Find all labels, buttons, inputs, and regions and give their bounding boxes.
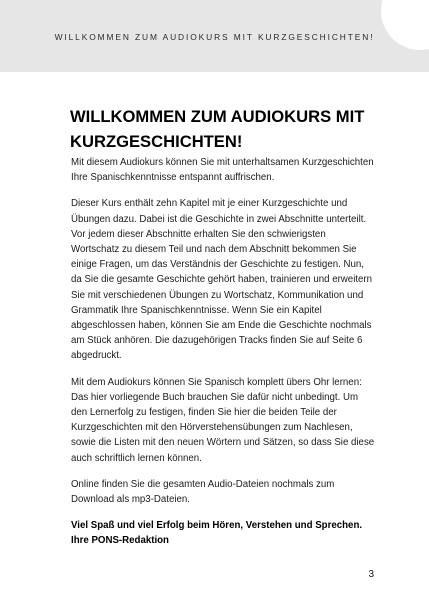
- body-text: [71, 155, 376, 560]
- signoff: Viel Spaß und viel Erfolg beim Hören, Verstehen und Sprechen. Ihre PONS-Redaktion: [71, 520, 363, 547]
- paragraph-course-structure: Dieser Kurs enthält zehn Kapitel mit je einer Kurzgeschichte und Übungen dazu. Dabei ist die Geschichte in zwei Abschnitte unterteilt. Vor jedem dieser Abschnitte erhalten Sie den schwierigsten Wortschatz zu diesem Teil und nach dem Abschnitt bekommen Sie einige Fragen, um das Verständnis der Geschichte zu festigen. Nun, da Sie die gesamte Geschichte gehört haben, trainieren und erweitern Sie mit verschiedenen Übungen zu Wortschatz, Kommunikation und Grammatik Ihre Spanischkenntnisse. Wenn Sie ein Kapitel abgeschlossen haben, können Sie am Ende die Geschichte nochmals am Stück anhören. Die dazugehörigen Tracks finden Sie auf Seite 6 abgedruckt.: [71, 198, 373, 362]
- paragraph-online-download: Online finden Sie die gesamten Audio-Dateien nochmals zum Download als mp3-Dateien.: [71, 478, 335, 506]
- running-head: WILLKOMMEN ZUM AUDIOKURS MIT KURZGESCHICHTEN!: [54, 32, 375, 42]
- page-title: WILLKOMMEN ZUM AUDIOKURS MIT KURZGESCHICHTEN!: [70, 107, 365, 151]
- page-number: 3: [368, 569, 374, 580]
- paragraph-intro: Mit diesem Audiokurs können Sie mit unterhaltsamen Kurzgeschichten Ihre Spanischkenntnisse entspannt auffrischen.: [71, 157, 374, 184]
- corner-tab-decoration: [381, 0, 429, 50]
- paragraph-audio-learning: Mit dem Audiokurs können Sie Spanisch komplett übers Ohr lernen: Das hier vorliegende Buch brauchen Sie dafür nicht unbedingt. Um den Lernerfolg zu festigen, finden Sie hier die beiden Teile der Kurzgeschichten mit den Hörverstehensübungen zum Nachlesen, sowie die Listen mit den neuen Wörtern und Sätzen, so dass Sie diese auch schriftlich lernen können.: [71, 376, 375, 464]
- header-band: [0, 0, 429, 72]
